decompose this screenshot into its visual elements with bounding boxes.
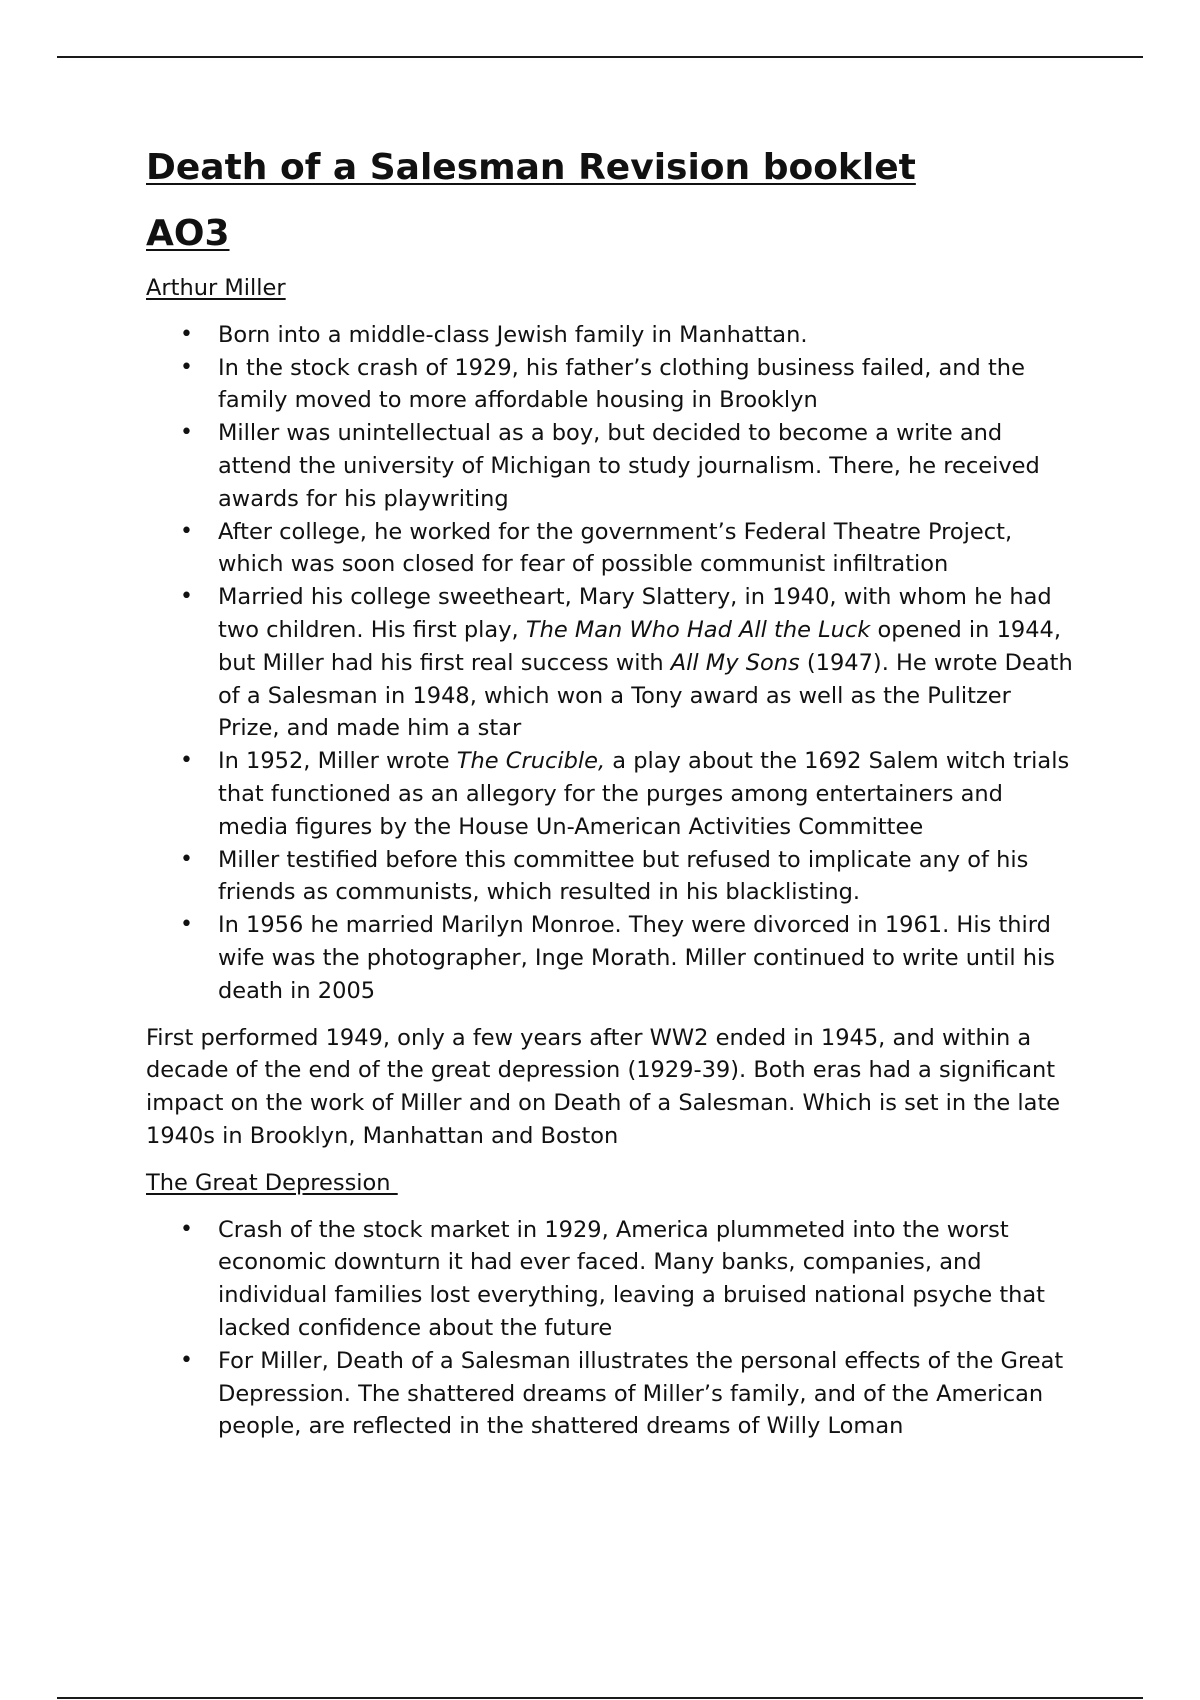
list-item-text: Married his college sweetheart, Mary Slattery, in 1940, with whom he had two children. His first play, <box>218 584 1052 643</box>
section-heading-arthur-miller: Arthur Miller <box>146 275 286 301</box>
list-item-text: Miller was unintellectual as a boy, but decided to become a write and attend the university of Michigan to study journalism. There, he received awards for his playwriting <box>218 420 1040 512</box>
list-item <box>146 1214 1076 1345</box>
document-title: Death of a Salesman Revision booklet <box>146 147 916 188</box>
section-heading-great-depression: The Great Depression <box>146 1169 398 1196</box>
bullet-icon: • <box>180 321 193 347</box>
bullet-icon: • <box>180 518 193 544</box>
arthur-miller-list <box>146 319 1076 1008</box>
bullet-icon: • <box>180 912 193 938</box>
bullet-icon: • <box>180 1216 193 1242</box>
bullet-icon: • <box>180 1347 193 1373</box>
list-item <box>146 319 1076 352</box>
list-item <box>146 909 1076 1007</box>
list-item <box>146 417 1076 515</box>
list-item-text: After college, he worked for the government’s Federal Theatre Project, which was soon closed for fear of possible communist infiltration <box>218 518 1013 578</box>
document-subtitle: AO3 <box>146 213 230 254</box>
list-item <box>146 516 1076 582</box>
list-item-text: For Miller, Death of a Salesman illustrates the personal effects of the Great Depression. The shattered dreams of Miller’s family, and of the American people, are reflected in the shattered dreams of Willy Loman <box>218 1347 1064 1440</box>
list-item <box>146 352 1076 418</box>
list-item <box>146 1345 1076 1443</box>
list-item <box>146 581 1076 745</box>
list-item <box>146 745 1076 843</box>
list-item <box>146 844 1076 910</box>
list-item-text: Crash of the stock market in 1929, America plummeted into the worst economic downturn it had ever faced. Many banks, companies, and individual families lost everything, leaving a bruised national psyche that lacked confidence about the future <box>218 1216 1046 1341</box>
footer-rule <box>57 1697 1143 1699</box>
header-rule <box>57 56 1143 58</box>
document-body <box>146 138 1076 1457</box>
bullet-icon: • <box>180 584 193 610</box>
list-item-text: a play about the 1692 Salem witch trials that functioned as an allegory for the purges among entertainers and media figures by the House Un-American Activities Committee <box>218 748 1070 840</box>
list-item-text: In 1952, Miller wrote <box>218 748 457 775</box>
list-item-text: In 1956 he married Marilyn Monroe. They were divorced in 1961. His third wife was the photographer, Inge Morath. Miller continued to write until his death in 2005 <box>218 912 1056 1004</box>
play-title: The Crucible, <box>456 748 606 775</box>
context-paragraph: First performed 1949, only a few years after WW2 ended in 1945, and within a decade of the end of the great depression (1929-39). Both eras had a significant impact on the work of Miller and on Death of a Salesman. Which is set in the late 1940s in Brooklyn, Manhattan and Boston <box>146 1024 1061 1149</box>
list-item-text: Born into a middle-class Jewish family in Manhattan. <box>218 321 808 348</box>
list-item-text: opened in 1944, but Miller had his first real success with <box>218 616 1061 676</box>
play-title: The Man Who Had All the Luck <box>525 616 871 643</box>
bullet-icon: • <box>180 846 193 872</box>
bullet-icon: • <box>180 354 193 380</box>
list-item-text: (1947). He wrote Death of a Salesman in 1948, which won a Tony award as well as the Pulitzer Prize, and made him a star <box>218 649 1073 742</box>
great-depression-list <box>146 1214 1076 1444</box>
bullet-icon: • <box>180 420 193 446</box>
play-title: All My Sons <box>670 649 800 676</box>
bullet-icon: • <box>180 748 193 774</box>
list-item-text: Miller testified before this committee but refused to implicate any of his friends as communists, which resulted in his blacklisting. <box>218 846 1029 906</box>
list-item-text: In the stock crash of 1929, his father’s clothing business failed, and the family moved to more affordable housing in Brooklyn <box>218 354 1025 414</box>
